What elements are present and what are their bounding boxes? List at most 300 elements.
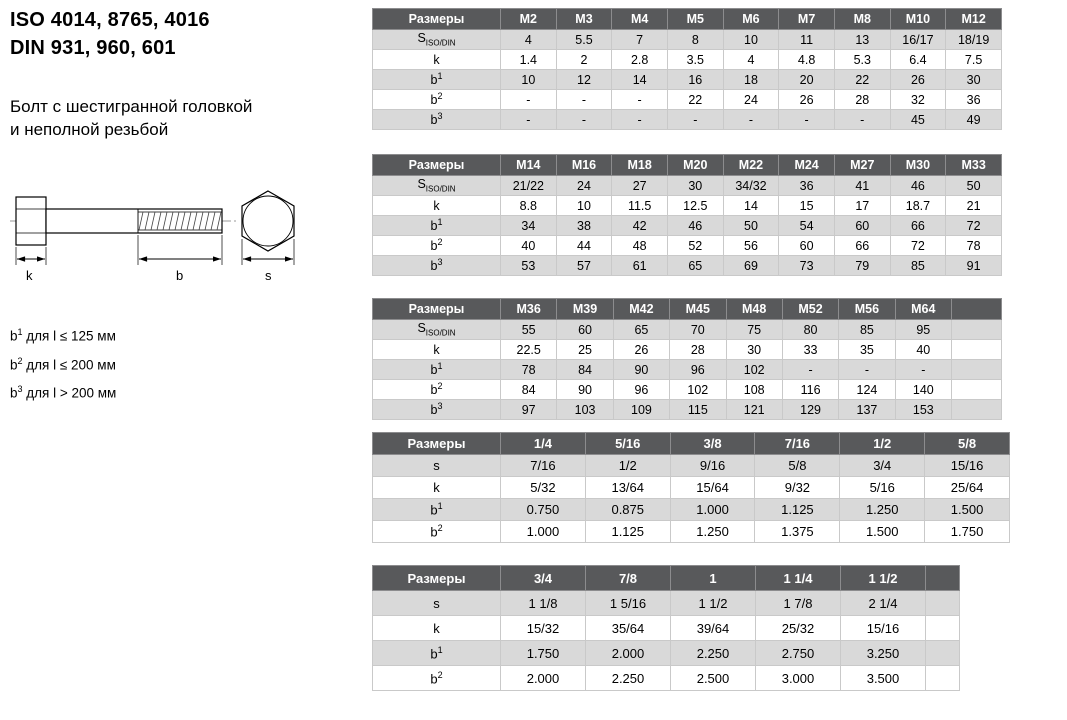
table-cell: 42	[612, 216, 668, 236]
table-header-cell: M4	[612, 9, 668, 30]
table-header-row	[373, 566, 960, 591]
table-header-cell: M18	[612, 155, 668, 176]
table-cell: 90	[557, 380, 613, 400]
page-title	[10, 6, 370, 62]
table-cell: -	[839, 360, 895, 380]
note-b3	[10, 377, 370, 406]
table-cell: 18/19	[946, 30, 1002, 50]
table-cell: 70	[670, 320, 726, 340]
bolt-technical-drawing	[10, 185, 370, 300]
table-cell: 115	[670, 400, 726, 420]
table-cell: 30	[946, 70, 1002, 90]
note-b1	[10, 320, 370, 349]
row-label: $b^2$	[373, 90, 501, 110]
table-cell: 2.8	[612, 50, 668, 70]
bolt-side-view	[10, 197, 236, 245]
table-cell: 1.500	[840, 521, 925, 543]
table-row	[373, 521, 1010, 543]
table-header-cell: 5/16	[585, 433, 670, 455]
table-cell: 73	[779, 256, 835, 276]
table-header-cell: M20	[667, 155, 723, 176]
table-cell: 16/17	[890, 30, 946, 50]
row-label: k	[373, 50, 501, 70]
table-header-cell: M3	[556, 9, 612, 30]
table-cell: 2.250	[586, 666, 671, 691]
page-subtitle	[10, 95, 370, 141]
table-cell: 33	[782, 340, 838, 360]
table-cell: 57	[556, 256, 612, 276]
s-label: s	[265, 268, 272, 283]
table-cell: 1.000	[670, 499, 755, 521]
table-header-label: Размеры	[373, 155, 501, 176]
subtitle-line-2: и неполной резьбой	[10, 120, 169, 139]
table-cell: 1 1/8	[501, 591, 586, 616]
table-cell: 1.500	[925, 499, 1010, 521]
table-header-cell: M42	[613, 299, 669, 320]
table-cell: 39/64	[671, 616, 756, 641]
table-cell: 90	[613, 360, 669, 380]
table-cell: 108	[726, 380, 782, 400]
table-cell: 3.000	[756, 666, 841, 691]
table-cell: -	[834, 110, 890, 130]
table-cell: 4	[501, 30, 557, 50]
table-cell	[952, 400, 1002, 420]
row-label: k	[373, 616, 501, 641]
table-row	[373, 236, 1002, 256]
table-row	[373, 666, 960, 691]
table-header-cell: M12	[946, 9, 1002, 30]
table-header-cell: M10	[890, 9, 946, 30]
table-cell: 66	[834, 236, 890, 256]
table-header-row	[373, 9, 1002, 30]
table-cell: 25	[557, 340, 613, 360]
table-cell: 84	[501, 380, 557, 400]
row-label: $b^3$	[373, 110, 501, 130]
table-row	[373, 110, 1002, 130]
table-cell: 40	[895, 340, 951, 360]
row-label: $S_{ISO/DIN}$	[373, 176, 501, 196]
row-label: $b^1$	[373, 70, 501, 90]
table-cell: 7/16	[501, 455, 586, 477]
table-cell: 46	[890, 176, 946, 196]
table-cell: 10	[556, 196, 612, 216]
table-cell: -	[612, 90, 668, 110]
table-cell: -	[895, 360, 951, 380]
table-cell: 3/4	[840, 455, 925, 477]
table-cell: 8.8	[501, 196, 557, 216]
note-b2	[10, 349, 370, 378]
table-cell: 2	[556, 50, 612, 70]
subtitle-line-1: Болт с шестигранной головкой	[10, 97, 253, 116]
table-cell: 24	[556, 176, 612, 196]
table-cell: 72	[946, 216, 1002, 236]
dimension-k	[16, 247, 46, 283]
table-cell: 28	[834, 90, 890, 110]
table-header-cell: 1 1/2	[841, 566, 926, 591]
table-cell: 1.4	[501, 50, 557, 70]
table-row	[373, 70, 1002, 90]
table-header-cell	[926, 566, 960, 591]
table-cell: 116	[782, 380, 838, 400]
table-cell: 46	[667, 216, 723, 236]
table-cell: 80	[782, 320, 838, 340]
table-cell: 0.875	[585, 499, 670, 521]
table-header-cell: 1	[671, 566, 756, 591]
table-row	[373, 477, 1010, 499]
table-header-cell: 7/16	[755, 433, 840, 455]
table-cell: -	[667, 110, 723, 130]
table-header-cell: 3/4	[501, 566, 586, 591]
table-header-cell: M52	[782, 299, 838, 320]
table-cell: 5.3	[834, 50, 890, 70]
table-cell: 45	[890, 110, 946, 130]
table-cell: 85	[839, 320, 895, 340]
table-cell: 15/32	[501, 616, 586, 641]
note-base: b	[10, 385, 18, 401]
table-cell: 1.250	[840, 499, 925, 521]
table-header-cell: M39	[557, 299, 613, 320]
table-cell: 13	[834, 30, 890, 50]
table-cell: 16	[667, 70, 723, 90]
table-cell: 25/32	[756, 616, 841, 641]
table-cell: 79	[834, 256, 890, 276]
table-cell: 18.7	[890, 196, 946, 216]
table-header-cell	[952, 299, 1002, 320]
table-cell: 2.250	[671, 641, 756, 666]
table-cell: 34/32	[723, 176, 779, 196]
table-cell: 61	[612, 256, 668, 276]
table-header-label: Размеры	[373, 433, 501, 455]
table-cell: 1 1/2	[671, 591, 756, 616]
table-cell: 26	[890, 70, 946, 90]
table-cell: 22	[834, 70, 890, 90]
table-cell: 53	[501, 256, 557, 276]
table-row	[373, 216, 1002, 236]
table-cell: -	[723, 110, 779, 130]
table-cell	[926, 641, 960, 666]
row-label: $b^3$	[373, 400, 501, 420]
row-label: $b^1$	[373, 360, 501, 380]
table-cell: 2.500	[671, 666, 756, 691]
table-cell	[926, 591, 960, 616]
bolt-drawing-svg	[10, 185, 340, 295]
row-label: $b^1$	[373, 641, 501, 666]
table-header-cell: 1/4	[501, 433, 586, 455]
table-header-cell: M27	[834, 155, 890, 176]
row-label: k	[373, 340, 501, 360]
table-header-cell: M45	[670, 299, 726, 320]
table-row	[373, 320, 1002, 340]
table-cell: 91	[946, 256, 1002, 276]
table-row	[373, 641, 960, 666]
note-text: для l ≤ 125 мм	[22, 328, 116, 344]
table-cell: 50	[723, 216, 779, 236]
table-cell: 66	[890, 216, 946, 236]
table-header-cell: 1/2	[840, 433, 925, 455]
row-label: k	[373, 196, 501, 216]
table-cell: 15/64	[670, 477, 755, 499]
table-cell: 3.5	[667, 50, 723, 70]
table-header-cell: M24	[779, 155, 835, 176]
table-cell: 44	[556, 236, 612, 256]
note-sup: 3	[17, 384, 23, 394]
table-cell: 2.750	[756, 641, 841, 666]
table-cell: 20	[779, 70, 835, 90]
row-label: $b^2$	[373, 521, 501, 543]
table-cell: 5/8	[755, 455, 840, 477]
row-label: s	[373, 591, 501, 616]
table-cell: 60	[834, 216, 890, 236]
table-cell: 103	[557, 400, 613, 420]
table-cell: 96	[670, 360, 726, 380]
dimension-b	[138, 235, 222, 283]
note-base: b	[10, 328, 18, 344]
hex-head-side	[16, 197, 46, 245]
note-text: для l > 200 мм	[22, 385, 117, 401]
table-cell: 1.250	[670, 521, 755, 543]
table-cell: 28	[670, 340, 726, 360]
table-cell: 1.375	[755, 521, 840, 543]
table-cell: 109	[613, 400, 669, 420]
table-cell: 32	[890, 90, 946, 110]
table-header-cell: M5	[667, 9, 723, 30]
row-label: s	[373, 455, 501, 477]
table-cell: -	[556, 90, 612, 110]
table-cell: 6.4	[890, 50, 946, 70]
table-cell	[926, 616, 960, 641]
table-cell: 97	[501, 400, 557, 420]
table-cell: 21	[946, 196, 1002, 216]
table-cell: 0.750	[501, 499, 586, 521]
table-row	[373, 340, 1002, 360]
table-row	[373, 499, 1010, 521]
table-cell: 3.500	[841, 666, 926, 691]
tables-panel	[372, 8, 1010, 691]
table-cell: 15/16	[841, 616, 926, 641]
row-label: $b^1$	[373, 499, 501, 521]
table-cell: 1.125	[755, 499, 840, 521]
table-cell: 56	[723, 236, 779, 256]
table-inch-quarter-to-5-8	[372, 432, 1010, 543]
table-cell: 36	[779, 176, 835, 196]
table-cell: 15	[779, 196, 835, 216]
table-header-cell: M22	[723, 155, 779, 176]
title-iso: ISO 4014, 8765, 4016	[10, 9, 210, 31]
table-row	[373, 30, 1002, 50]
row-label: $S_{ISO/DIN}$	[373, 320, 501, 340]
table-metric-m2-m12	[372, 8, 1002, 130]
table-metric-m36-m64	[372, 298, 1002, 420]
table-cell: 69	[723, 256, 779, 276]
table-header-label: Размеры	[373, 299, 501, 320]
row-label: k	[373, 477, 501, 499]
table-cell: 55	[501, 320, 557, 340]
table-row	[373, 90, 1002, 110]
table-header-row	[373, 299, 1002, 320]
row-label: $S_{ISO/DIN}$	[373, 30, 501, 50]
table-row	[373, 256, 1002, 276]
table-cell: 1.125	[585, 521, 670, 543]
table-row	[373, 360, 1002, 380]
row-label: $b^2$	[373, 380, 501, 400]
table-cell: 5/32	[501, 477, 586, 499]
table-cell	[952, 380, 1002, 400]
table-cell: 30	[667, 176, 723, 196]
table-cell: 2.000	[586, 641, 671, 666]
table-header-cell: 3/8	[670, 433, 755, 455]
table-cell: 24	[723, 90, 779, 110]
table-header-label: Размеры	[373, 566, 501, 591]
table-header-cell: 7/8	[586, 566, 671, 591]
table-cell: 35/64	[586, 616, 671, 641]
bolt-shank	[46, 209, 222, 233]
table-cell: 4.8	[779, 50, 835, 70]
table-header-cell: M8	[834, 9, 890, 30]
thread-length-notes	[10, 320, 370, 406]
table-cell	[952, 360, 1002, 380]
table-cell: 78	[946, 236, 1002, 256]
table-row	[373, 196, 1002, 216]
table-header-cell: M14	[501, 155, 557, 176]
table-cell: 4	[723, 50, 779, 70]
table-header-cell: M30	[890, 155, 946, 176]
table-cell: 41	[834, 176, 890, 196]
table-cell: 2 1/4	[841, 591, 926, 616]
table-cell: 27	[612, 176, 668, 196]
table-cell: 26	[779, 90, 835, 110]
table-header-cell: M6	[723, 9, 779, 30]
table-header-row	[373, 433, 1010, 455]
table-cell	[952, 320, 1002, 340]
note-text: для l ≤ 200 мм	[22, 357, 116, 372]
table-cell: 15/16	[925, 455, 1010, 477]
table-cell: 22.5	[501, 340, 557, 360]
row-label: $b^2$	[373, 666, 501, 691]
table-header-cell: M36	[501, 299, 557, 320]
table-cell: -	[779, 110, 835, 130]
table-header-cell: M56	[839, 299, 895, 320]
note-base: b	[10, 357, 18, 372]
table-cell: 65	[667, 256, 723, 276]
table-metric-m14-m33	[372, 154, 1002, 276]
table-cell: 10	[501, 70, 557, 90]
table-cell: 7	[612, 30, 668, 50]
table-cell: 1.750	[501, 641, 586, 666]
table-cell: 36	[946, 90, 1002, 110]
table-row	[373, 176, 1002, 196]
hexagon	[242, 191, 294, 251]
table-cell	[952, 340, 1002, 360]
table-cell: 1 5/16	[586, 591, 671, 616]
table-cell: 1/2	[585, 455, 670, 477]
table-cell: 10	[723, 30, 779, 50]
table-cell: 25/64	[925, 477, 1010, 499]
row-label: $b^2$	[373, 236, 501, 256]
left-panel	[10, 6, 370, 406]
note-sup: 2	[17, 355, 23, 366]
table-cell: 17	[834, 196, 890, 216]
table-header-cell: 5/8	[925, 433, 1010, 455]
table-cell: 1.000	[501, 521, 586, 543]
table-cell: 84	[557, 360, 613, 380]
table-cell: 96	[613, 380, 669, 400]
table-cell: 72	[890, 236, 946, 256]
table-row	[373, 591, 960, 616]
k-label: k	[26, 268, 33, 283]
table-inch-3-4-to-1-1-2	[372, 565, 960, 691]
table-cell: 40	[501, 236, 557, 256]
table-cell: 9/16	[670, 455, 755, 477]
table-cell: 52	[667, 236, 723, 256]
table-cell: 12.5	[667, 196, 723, 216]
table-cell: 75	[726, 320, 782, 340]
table-cell: 102	[670, 380, 726, 400]
table-row	[373, 50, 1002, 70]
table-cell: 1 7/8	[756, 591, 841, 616]
table-cell: 153	[895, 400, 951, 420]
row-label: $b^1$	[373, 216, 501, 236]
table-row	[373, 616, 960, 641]
table-cell: 85	[890, 256, 946, 276]
table-cell: 95	[895, 320, 951, 340]
title-din: DIN 931, 960, 601	[10, 37, 176, 59]
table-cell: 5.5	[556, 30, 612, 50]
table-header-cell: M33	[946, 155, 1002, 176]
table-cell: -	[501, 90, 557, 110]
table-cell: 14	[612, 70, 668, 90]
table-row	[373, 380, 1002, 400]
table-header-row	[373, 155, 1002, 176]
table-cell: 3.250	[841, 641, 926, 666]
table-cell: 8	[667, 30, 723, 50]
table-cell: 35	[839, 340, 895, 360]
bolt-end-view	[242, 191, 294, 251]
table-cell: 7.5	[946, 50, 1002, 70]
table-cell: 50	[946, 176, 1002, 196]
table-header-label: Размеры	[373, 9, 501, 30]
table-cell: 60	[779, 236, 835, 256]
table-cell: 78	[501, 360, 557, 380]
table-cell: 102	[726, 360, 782, 380]
table-cell: 124	[839, 380, 895, 400]
table-cell: 140	[895, 380, 951, 400]
table-cell: -	[782, 360, 838, 380]
table-cell: 26	[613, 340, 669, 360]
table-cell: 48	[612, 236, 668, 256]
table-cell: 34	[501, 216, 557, 236]
table-header-cell: M16	[556, 155, 612, 176]
table-cell: 9/32	[755, 477, 840, 499]
table-cell: -	[556, 110, 612, 130]
table-row	[373, 455, 1010, 477]
table-cell: 14	[723, 196, 779, 216]
table-row	[373, 400, 1002, 420]
table-cell: -	[612, 110, 668, 130]
table-cell: 49	[946, 110, 1002, 130]
table-header-cell: M7	[779, 9, 835, 30]
table-cell: 5/16	[840, 477, 925, 499]
table-cell: 38	[556, 216, 612, 236]
table-cell: 11.5	[612, 196, 668, 216]
table-header-cell: M2	[501, 9, 557, 30]
table-header-cell: M64	[895, 299, 951, 320]
table-cell: -	[501, 110, 557, 130]
b-label: b	[176, 268, 184, 283]
table-cell	[926, 666, 960, 691]
table-cell: 21/22	[501, 176, 557, 196]
table-cell: 65	[613, 320, 669, 340]
table-cell: 11	[779, 30, 835, 50]
